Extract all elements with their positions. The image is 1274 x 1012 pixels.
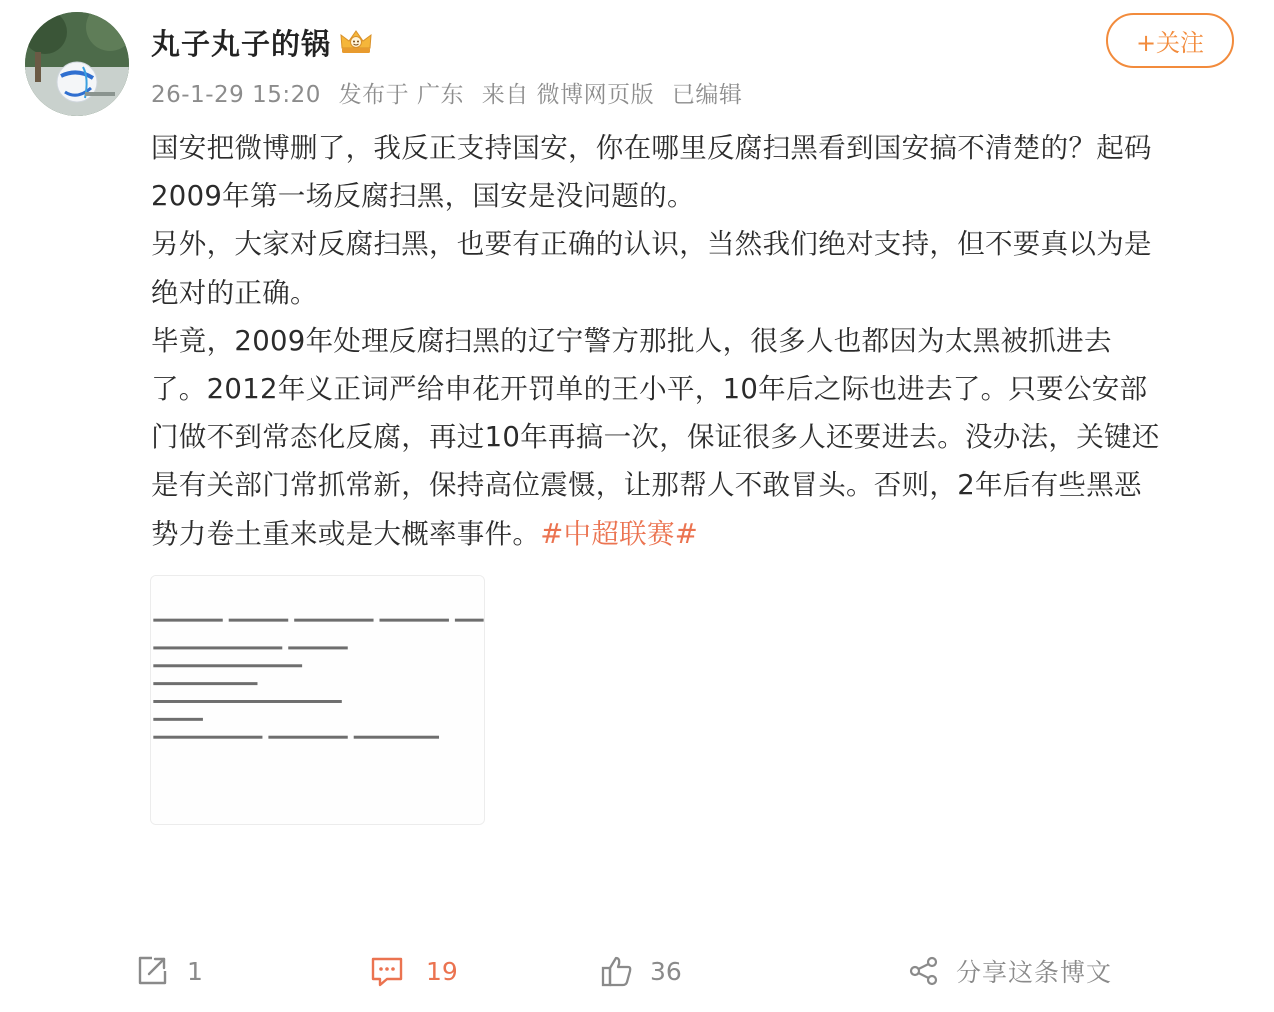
post-actions-bar	[0, 948, 1274, 998]
post-text-line: 国安把微博删了，我反正支持国安，你在哪里反腐扫黑看到国安搞不清楚的？起码	[151, 132, 1152, 164]
thumbs-up-icon	[600, 954, 634, 988]
avatar[interactable]	[25, 12, 129, 116]
post-edited[interactable]: 已编辑	[671, 82, 743, 108]
post-text-tail: 势力卷土重来或是大概率事件。	[151, 517, 541, 550]
post-text-line: 了。2012年义正词严给申花开罚单的王小平，10年后之际也进去了。只要公安部	[151, 373, 1148, 406]
post-text-line: 另外，大家对反腐扫黑，也要有正确的认识，当然我们绝对支持，但不要真以为是	[151, 228, 1152, 261]
post-text-line: 毕竟，2009年处理反腐扫黑的辽宁警方那批人，很多人也都因为太黑被抓进去	[151, 324, 1112, 357]
like-button[interactable]	[600, 948, 682, 994]
vip-crown-icon[interactable]	[338, 26, 374, 56]
post-location: 发布于 广东	[338, 82, 464, 108]
comment-icon	[370, 954, 404, 988]
post-text	[151, 124, 1241, 558]
author-name[interactable]: 丸子丸子的锅	[151, 27, 332, 61]
post-time[interactable]: 26-1-29 15:20	[151, 82, 321, 108]
comment-count: 19	[426, 956, 458, 986]
share-label: 分享这条博文	[956, 958, 1113, 987]
post-meta	[151, 76, 752, 109]
like-count: 36	[650, 956, 682, 986]
document-screenshot-image	[151, 576, 484, 824]
avatar-photo	[25, 12, 129, 116]
post-text-line: 是有关部门常抓常新，保持高位震慑，让那帮人不敢冒头。否则，2年后有些黑恶	[151, 469, 1142, 502]
follow-button[interactable]: +关注	[1106, 13, 1234, 68]
post-text-line-last	[151, 510, 1241, 558]
post-text-line: 门做不到常态化反腐，再过10年再搞一次，保证很多人还要进去。没办法，关键还	[151, 421, 1160, 454]
comment-button[interactable]	[370, 948, 458, 994]
post-text-line: 绝对的正确。	[151, 276, 318, 309]
post-image[interactable]	[150, 575, 485, 825]
share-button[interactable]	[908, 948, 1112, 994]
repost-button[interactable]	[135, 948, 203, 994]
repost-count: 1	[187, 956, 203, 986]
share-icon	[908, 955, 940, 987]
repost-icon	[135, 954, 169, 988]
hashtag-link[interactable]: #中超联赛#	[540, 517, 699, 550]
post-text-line: 2009年第一场反腐扫黑，国安是没问题的。	[151, 180, 695, 213]
post-source: 来自 微博网页版	[481, 82, 655, 108]
